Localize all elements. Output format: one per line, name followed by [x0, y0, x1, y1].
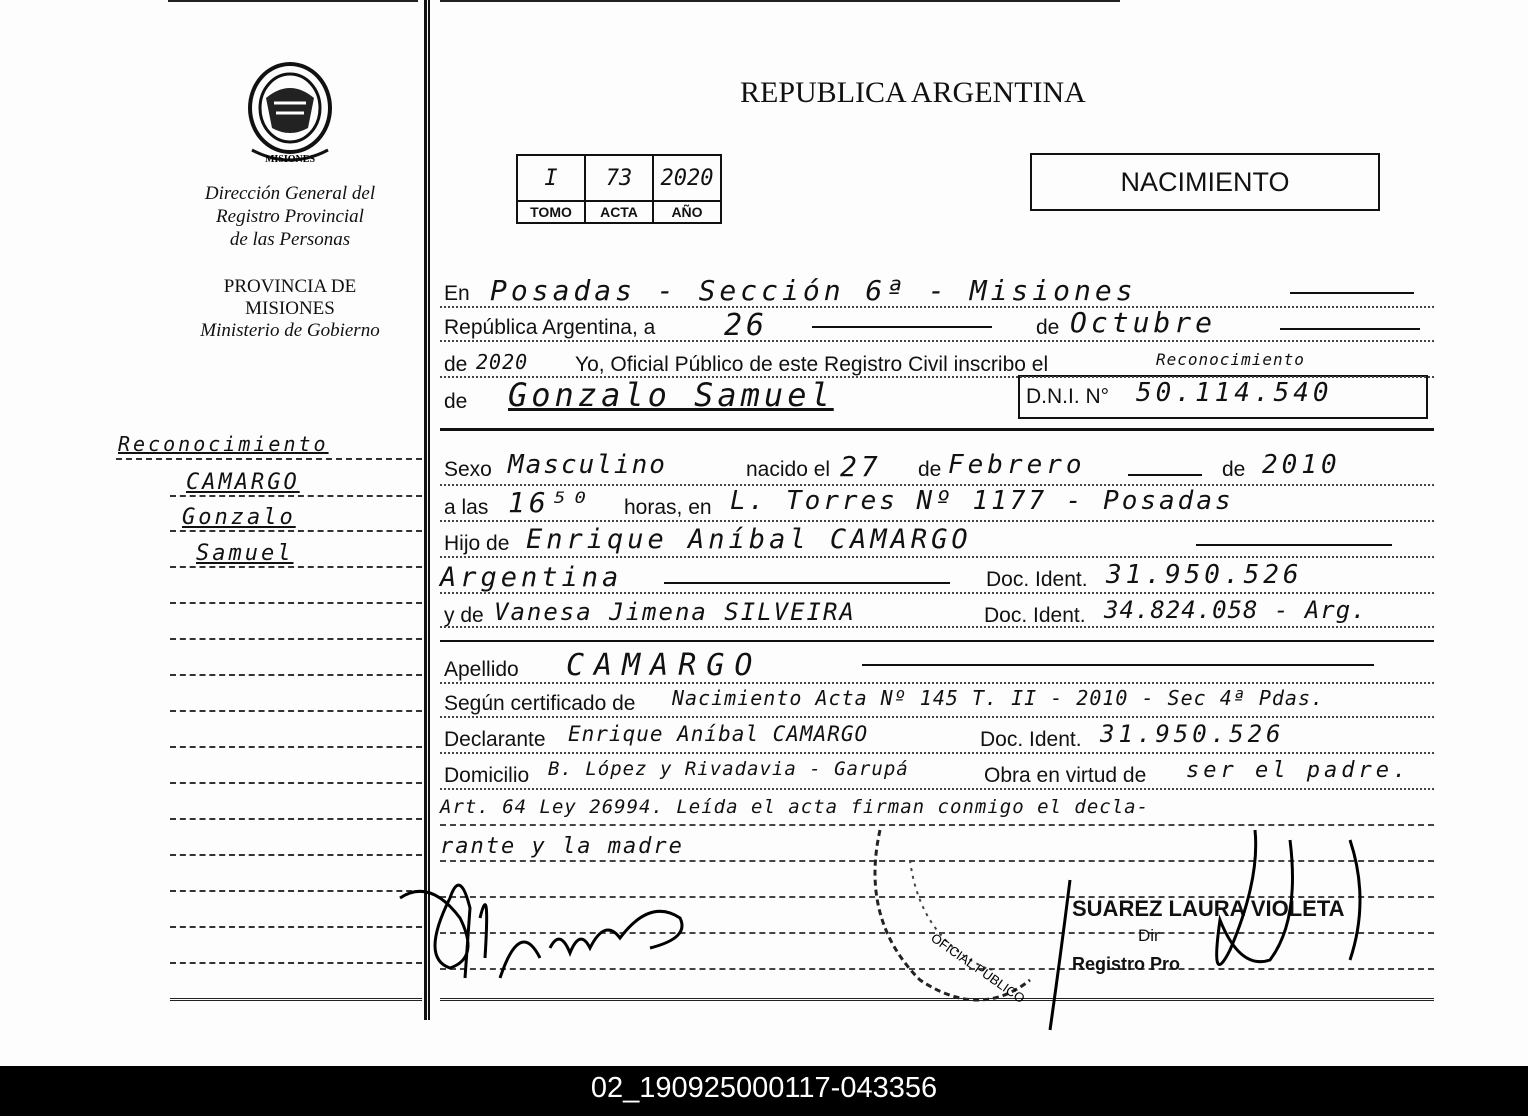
- lugar-value: L. Torres Nº 1177 - Posadas: [730, 486, 1234, 516]
- section-divider-2: [440, 640, 1434, 642]
- section-divider: [440, 428, 1434, 431]
- annotation-line: [116, 458, 422, 460]
- acta-label: ACTA: [585, 201, 653, 223]
- annotation-line: [170, 746, 422, 748]
- padre-nac-rule: [664, 582, 950, 584]
- tramite-value: Reconocimiento: [1156, 350, 1305, 369]
- domicilio-value: B. López y Rivadavia - Garupá: [548, 758, 909, 780]
- doc1-label: Doc. Ident.: [986, 568, 1088, 591]
- registry-number-table: [516, 154, 722, 224]
- segun-value: Nacimiento Acta Nº 145 T. II - 2010 - Sec 4ª Pdas.: [672, 686, 1325, 710]
- official-signature-icon: [1040, 820, 1400, 1040]
- doc1-value: 31.950.526: [1106, 560, 1303, 590]
- hora-value: 16⁵⁰: [508, 486, 592, 519]
- segun-label: Según certificado de: [444, 692, 636, 715]
- dia-rule: [812, 326, 992, 328]
- madre-value: Vanesa Jimena SILVEIRA: [494, 598, 856, 626]
- annotation-line: [170, 495, 422, 497]
- annotation-line: [170, 890, 422, 892]
- record-type-box: NACIMIENTO: [1030, 153, 1380, 211]
- republica-label: República Argentina, a: [444, 316, 656, 339]
- document-id-footer: 02_190925000117-043356: [0, 1066, 1528, 1116]
- padre-value: Enrique Aníbal CAMARGO: [526, 524, 972, 555]
- annotation-line: [170, 710, 422, 712]
- stamp-line-3: Registro Pro: [1072, 954, 1181, 974]
- nac-mes-rule: [1128, 474, 1202, 476]
- de-label: de: [1036, 316, 1060, 339]
- de3-label: de: [444, 390, 468, 413]
- provincia-heading: [170, 276, 410, 342]
- annotation-line: [170, 782, 422, 784]
- annotation-line: [170, 602, 422, 604]
- padre-rule: [1196, 544, 1392, 546]
- anio-label: AÑO: [653, 201, 721, 223]
- top-dash-right: [440, 0, 1120, 2]
- horas-label: horas, en: [624, 496, 712, 519]
- direccion-line-3: de las Personas: [229, 229, 351, 250]
- anio-value: 2020: [653, 155, 721, 201]
- stamp-circle-text: OFICIAL PÚBLICO: [928, 930, 1028, 1006]
- form-line: [440, 716, 1434, 718]
- document-title: REPUBLICA ARGENTINA: [740, 76, 1086, 109]
- form-line: [440, 752, 1434, 754]
- acta-value: 73: [585, 155, 653, 201]
- oficial-text: Yo, Oficial Público de este Registro Civil inscribo el: [575, 353, 1049, 376]
- direccion-line-1: Dirección General del: [204, 183, 376, 204]
- nac-mes: Febrero: [948, 450, 1086, 480]
- top-dash: [168, 0, 418, 2]
- nota-line-2: rante y la madre: [440, 834, 684, 859]
- en-value: Posadas - Sección 6ª - Misiones: [490, 274, 1137, 307]
- form-line: [440, 484, 1434, 486]
- doc3-value: 31.950.526: [1100, 720, 1285, 748]
- stamp-line-2: Dir: [1138, 926, 1160, 945]
- provincial-seal-icon: [238, 58, 342, 168]
- anio-value-hand: 2020: [476, 350, 529, 374]
- declarante-value: Enrique Aníbal CAMARGO: [568, 722, 869, 746]
- direccion-heading: [170, 182, 410, 251]
- mes-value: Octubre: [1070, 306, 1217, 339]
- form-line: [440, 376, 1434, 378]
- nombre-value: Gonzalo Samuel: [508, 376, 834, 414]
- apellido-rule: [862, 664, 1374, 666]
- doc2-value: 34.824.058 - Arg.: [1104, 596, 1367, 624]
- declarante-label: Declarante: [444, 728, 546, 751]
- annotation-line: [170, 998, 422, 1001]
- tomo-value: I: [517, 155, 585, 201]
- nac-dia: 27: [840, 450, 882, 483]
- stamp-official-name: SUAREZ LAURA VIOLETA: [1072, 896, 1345, 921]
- seal-label: MISIONES: [264, 154, 316, 165]
- annotation-line: [170, 530, 422, 532]
- declarante-signature-icon: [390, 858, 700, 998]
- annotation-line: [170, 854, 422, 856]
- annotation-line: [170, 566, 422, 568]
- apellido-label: Apellido: [444, 658, 519, 681]
- form-line: [440, 556, 1434, 558]
- form-line: [440, 520, 1434, 522]
- nota-line-1: Art. 64 Ley 26994. Leída el acta firman conmigo el decla-: [440, 796, 1150, 818]
- obra-value: ser el padre.: [1186, 758, 1411, 783]
- mes-rule: [1280, 328, 1420, 330]
- annotation-line: [170, 926, 422, 928]
- annotation-second-name: Samuel: [196, 541, 294, 566]
- annotation-first-name: Gonzalo: [182, 505, 296, 530]
- provincia-line-1: PROVINCIA DE: [223, 276, 357, 297]
- direccion-line-2: Registro Provincial: [216, 206, 364, 227]
- form-line: [440, 626, 1434, 628]
- annotation-reconocimiento: Reconocimiento: [118, 432, 329, 456]
- en-rule: [1290, 292, 1414, 294]
- annotation-line: [170, 818, 422, 820]
- annotation-surname: CAMARGO: [186, 470, 300, 495]
- de2-label: de: [444, 353, 468, 376]
- annotation-line: [170, 638, 422, 640]
- form-line: [440, 306, 1434, 308]
- provincia-line-2: MISIONES: [245, 298, 335, 319]
- sexo-value: Masculino: [508, 450, 667, 480]
- tomo-label: TOMO: [517, 201, 585, 223]
- form-line: [440, 592, 1434, 594]
- padre-nacionalidad: Argentina: [440, 562, 623, 593]
- de4-label: de: [918, 458, 942, 481]
- alas-label: a las: [444, 496, 489, 519]
- obra-text: Obra en virtud de: [984, 764, 1147, 787]
- doc2-label: Doc. Ident.: [984, 604, 1086, 627]
- hijo-label: Hijo de: [444, 532, 510, 555]
- form-line: [440, 682, 1434, 684]
- nac-anio: 2010: [1262, 450, 1341, 480]
- de5-label: de: [1222, 458, 1246, 481]
- apellido-value: CAMARGO: [566, 648, 763, 683]
- nacido-label: nacido el: [746, 458, 831, 481]
- dia-value: 26: [724, 308, 769, 343]
- doc3-label: Doc. Ident.: [980, 728, 1082, 751]
- domicilio-label: Domicilio: [444, 764, 530, 787]
- annotation-line: [170, 962, 422, 964]
- dni-value: 50.114.540: [1136, 378, 1333, 408]
- ministerio-line: Ministerio de Gobierno: [200, 320, 380, 341]
- form-line: [440, 340, 1434, 342]
- yde-label: y de: [444, 604, 484, 627]
- annotation-line: [170, 674, 422, 676]
- form-line: [440, 788, 1434, 790]
- en-label: En: [444, 282, 470, 305]
- dni-label: D.N.I. N°: [1026, 385, 1110, 408]
- sexo-label: Sexo: [444, 458, 492, 481]
